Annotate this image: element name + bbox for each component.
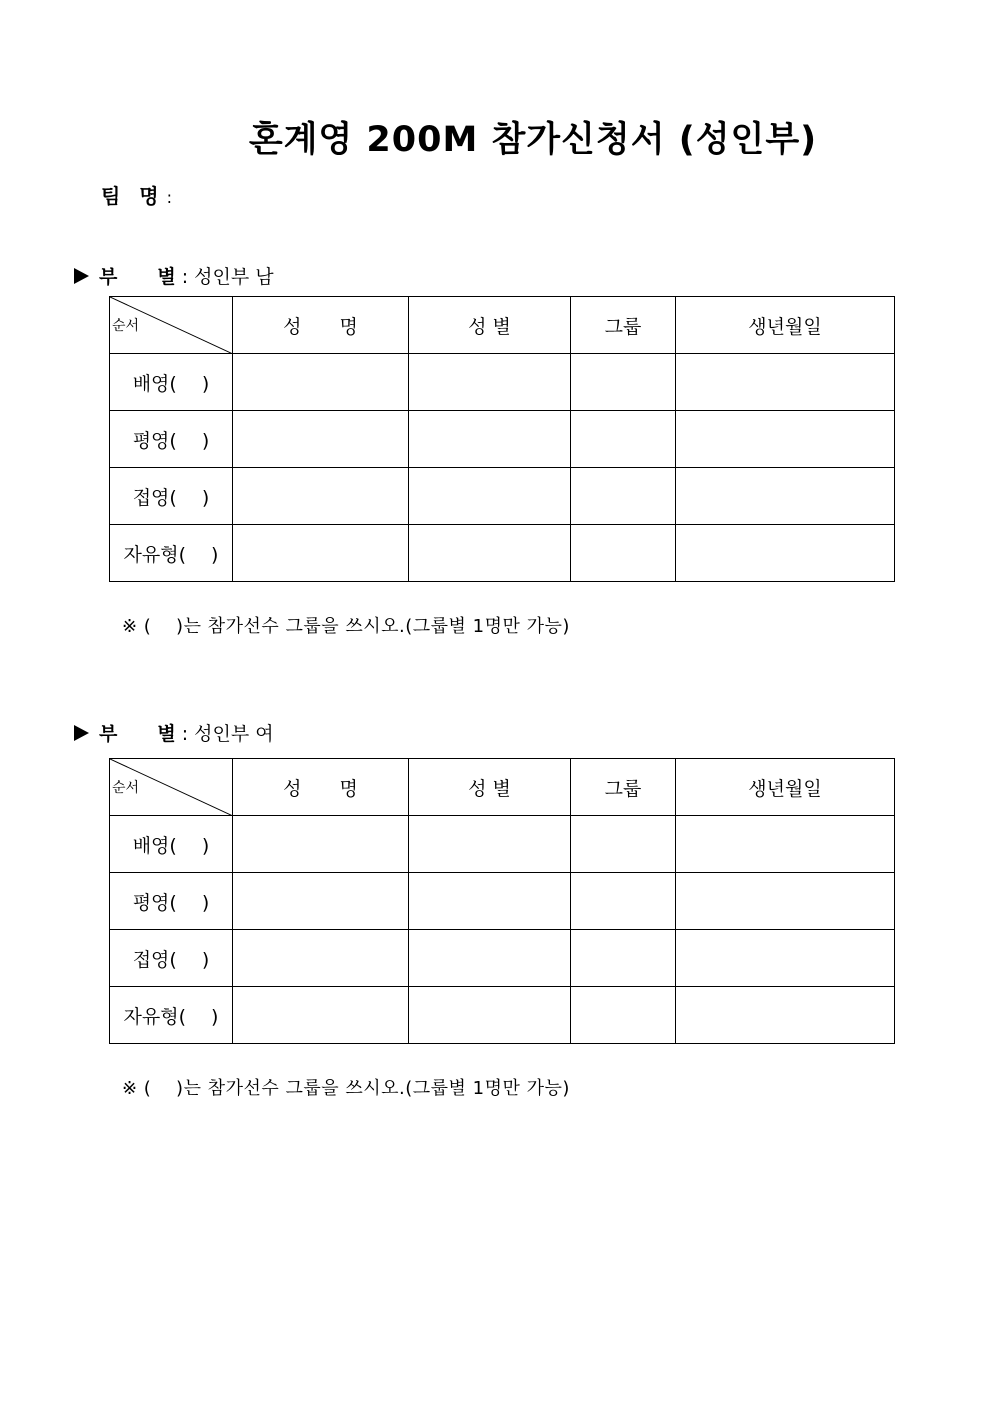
division-value: 성인부 여 [194, 723, 274, 745]
division-colon: : [181, 723, 189, 745]
header-group: 그룹 [571, 759, 676, 816]
division-label-b: 별 [157, 266, 176, 288]
division-colon: : [181, 266, 189, 288]
gender-cell[interactable] [409, 873, 571, 930]
name-cell[interactable] [233, 816, 409, 873]
corner-header-cell [110, 759, 233, 816]
gender-cell[interactable] [409, 468, 571, 525]
name-cell[interactable] [233, 525, 409, 582]
division-value: 성인부 남 [194, 266, 274, 288]
table-row [110, 987, 895, 1044]
triangle-bullet-icon [74, 725, 89, 741]
birthdate-cell[interactable] [676, 525, 895, 582]
page-title: 혼계영 200M 참가신청서 (성인부) [248, 120, 818, 160]
group-cell[interactable] [571, 525, 676, 582]
group-cell[interactable] [571, 987, 676, 1044]
name-cell[interactable] [233, 873, 409, 930]
team-name-colon: : [166, 188, 172, 207]
birthdate-cell[interactable] [676, 816, 895, 873]
header-name: 성 명 [233, 297, 409, 354]
name-cell[interactable] [233, 987, 409, 1044]
group-note: ※ ( )는 참가선수 그룹을 쓰시오.(그룹별 1명만 가능) [122, 616, 570, 637]
table-row [110, 411, 895, 468]
birthdate-cell[interactable] [676, 930, 895, 987]
table-header-row [110, 297, 895, 354]
birthdate-cell[interactable] [676, 354, 895, 411]
division-label-b: 별 [157, 723, 176, 745]
corner-label: 순서 [112, 780, 140, 796]
header-gender: 성 별 [409, 297, 571, 354]
birthdate-cell[interactable] [676, 411, 895, 468]
birthdate-cell[interactable] [676, 987, 895, 1044]
birthdate-cell[interactable] [676, 873, 895, 930]
table-row [110, 873, 895, 930]
row-stroke-label: 접영( ) [110, 468, 233, 525]
group-cell[interactable] [571, 354, 676, 411]
triangle-bullet-icon [74, 268, 89, 284]
row-stroke-label: 자유형( ) [110, 525, 233, 582]
table-row [110, 354, 895, 411]
header-gender: 성 별 [409, 759, 571, 816]
name-cell[interactable] [233, 411, 409, 468]
row-stroke-label: 평영( ) [110, 411, 233, 468]
table-row [110, 816, 895, 873]
header-name: 성 명 [233, 759, 409, 816]
gender-cell[interactable] [409, 354, 571, 411]
row-stroke-label: 평영( ) [110, 873, 233, 930]
row-stroke-label: 배영( ) [110, 354, 233, 411]
table-header-row [110, 759, 895, 816]
division-label-a: 부 [99, 723, 118, 745]
table-row [110, 930, 895, 987]
group-cell[interactable] [571, 873, 676, 930]
group-cell[interactable] [571, 411, 676, 468]
birthdate-cell[interactable] [676, 468, 895, 525]
gender-cell[interactable] [409, 411, 571, 468]
group-cell[interactable] [571, 816, 676, 873]
name-cell[interactable] [233, 468, 409, 525]
row-stroke-label: 접영( ) [110, 930, 233, 987]
corner-label: 순서 [112, 318, 140, 334]
group-cell[interactable] [571, 468, 676, 525]
gender-cell[interactable] [409, 816, 571, 873]
corner-header-cell [110, 297, 233, 354]
group-cell[interactable] [571, 930, 676, 987]
gender-cell[interactable] [409, 930, 571, 987]
group-note: ※ ( )는 참가선수 그룹을 쓰시오.(그룹별 1명만 가능) [122, 1078, 570, 1099]
team-name-line [101, 180, 172, 209]
gender-cell[interactable] [409, 525, 571, 582]
gender-cell[interactable] [409, 987, 571, 1044]
row-stroke-label: 배영( ) [110, 816, 233, 873]
table-row [110, 468, 895, 525]
division-line [74, 262, 274, 289]
header-birthdate: 생년월일 [676, 297, 895, 354]
name-cell[interactable] [233, 930, 409, 987]
team-name-label: 팀 명 [101, 184, 165, 208]
header-birthdate: 생년월일 [676, 759, 895, 816]
entry-table [109, 758, 895, 1044]
entry-table [109, 296, 895, 582]
table-row [110, 525, 895, 582]
header-group: 그룹 [571, 297, 676, 354]
division-line [74, 719, 274, 746]
division-label-a: 부 [99, 266, 118, 288]
name-cell[interactable] [233, 354, 409, 411]
row-stroke-label: 자유형( ) [110, 987, 233, 1044]
